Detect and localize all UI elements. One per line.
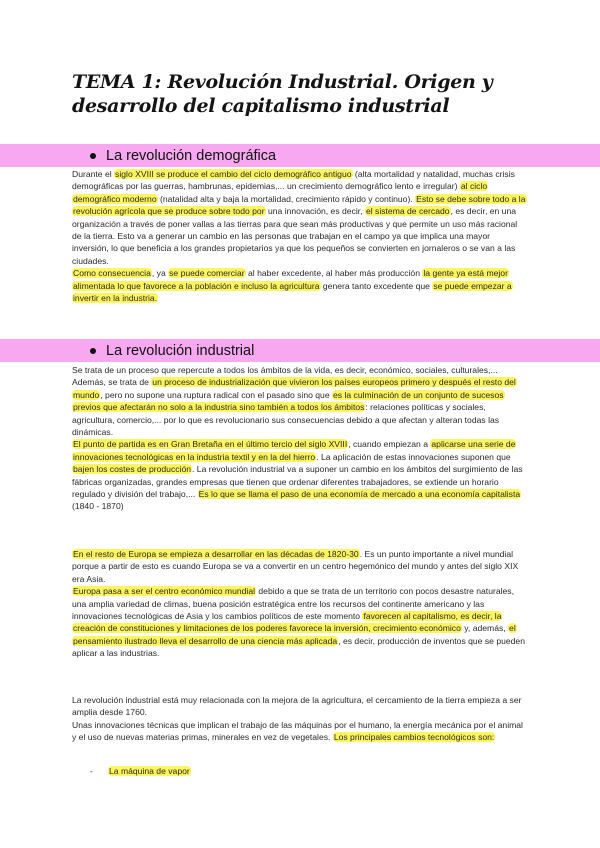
highlight: aplicarse una serie de innovaciones tecnológicas en la industria textil y en la del hierro xyxy=(73,439,516,462)
heading-text: La revolución demográfica xyxy=(106,148,277,164)
highlight: Como consecuencia xyxy=(73,268,151,279)
highlight: se puede comerciar xyxy=(169,268,245,279)
highlight: Los principales cambios tecnológicos son: xyxy=(333,732,495,743)
text: , cuando empiezan a xyxy=(348,439,431,450)
text: (alta mortalidad y natalidad, muchas crisis demográficas por las guerras, hambrunas, epidemias,... un crecimiento demográfico lento e irregular) xyxy=(72,169,515,192)
document-title: TEMA 1: Revolución Industrial. Origen y desarrollo del capitalismo industrial xyxy=(72,71,493,117)
highlight: al ciclo demográfico moderno xyxy=(73,181,488,204)
text: . La revolución industrial va a suponer un cambio en los ámbitos del surgimiento de las fábricas organizadas, grandes empresas que tienen que ordenar diferentes trabajadores, se extiende un horario regulado y división del trabajo,... xyxy=(72,464,523,500)
text: una innovación, es decir, xyxy=(265,206,365,217)
text: La revolución industrial está muy relacionada con la mejora de la agricultura, el cercamiento de la tierra empieza a ser amplia desde 1760. xyxy=(72,695,522,718)
text: . La aplicación de estas innovaciones suponen que xyxy=(316,451,511,462)
paragraph xyxy=(72,548,528,660)
highlight: En el resto de Europa se empieza a desarrollar en las décadas de 1820-30 xyxy=(73,549,359,559)
highlight: el sistema de cercado xyxy=(365,206,450,217)
paragraph xyxy=(72,168,528,304)
highlight: es la culminación de un conjunto de sucesos previos que afectarán no solo a la industria sino también a todos los ámbitos xyxy=(73,389,504,413)
section-heading-demografica xyxy=(90,145,276,167)
highlight: se puede empezar a invertir en la industria. xyxy=(73,280,512,304)
text: al haber excedente, al haber más producción xyxy=(245,268,423,279)
highlight: el pensamiento ilustrado lleva el desarrollo de una ciencia más aplicada xyxy=(73,623,516,646)
highlight: Europa pasa a ser el centro económico mundial xyxy=(73,586,256,597)
text: , pero no supone una ruptura radical con el pasado sino que xyxy=(100,389,332,400)
list-item xyxy=(90,765,191,777)
text: , es decir, en una organización a través de poner vallas a las tierras para que sean más productivas y que permite un uso más racional de la tierra. Esto va a generar un cambio en las personas que trabajan en el campo ya que implica una mayor inversión, lo que beneficia a los grandes propietarios ya que los pequeños se convierten en jornaleros o se van a las ciudades. xyxy=(72,206,518,266)
highlight: bajen los costes de producción xyxy=(73,464,192,475)
highlight: Esto se debe sobre todo a la revolución agrícola que se produce sobre todo por xyxy=(73,193,526,217)
text: Durante el xyxy=(72,169,115,179)
text: (1840 - 1870) xyxy=(72,501,124,512)
text: Unas innovaciones técnicas que implican el trabajo de las máquinas por el humano, la energía mecánica por el animal y el uso de nuevas materias primas, minerales en vez de vegetales. xyxy=(72,719,523,743)
text: : relaciones políticas y sociales, agricultura, comercio,... por lo que es revolucionario sus consecuencias debido a que afectan y alteran todas las dinámicas. xyxy=(72,402,500,438)
text: genera tanto excedente que xyxy=(320,280,433,291)
paragraph xyxy=(72,694,528,744)
section-heading-industrial xyxy=(90,340,254,362)
highlight: El punto de partida es en Gran Bretaña en el último tercio del siglo XVIII xyxy=(73,439,348,450)
highlight: la gente ya está mejor alimentada lo que favorece a la población e incluso la agricultura xyxy=(73,268,508,291)
text: . Es un punto importante a nivel mundial porque a partir de esto es cuando Europa se va a convertir en un centro hegemónico del mundo y antes del siglo XIX era Asia. xyxy=(72,549,519,584)
highlight: favorecen al capitalismo, es decir, la creación de constituciones y limitaciones de los poderes favorece la inversión, crecimiento económico xyxy=(73,611,502,634)
paragraph xyxy=(72,364,528,513)
highlight: un proceso de industrialización que vivieron los países europeos primero y después el resto del mundo xyxy=(73,377,516,400)
text: , ya xyxy=(151,268,169,279)
text: (natalidad alta y baja la mortalidad, crecimiento rápido y continuo). xyxy=(157,193,416,204)
text: Se trata de un proceso que repercute a todos los ámbitos de la vida, es decir, económico, sociales, culturales,... Además, se trata de xyxy=(72,365,498,388)
text: debido a que se trata de un territorio con pocos desastre naturales, una amplia variedad de climas, buena posición estratégica entre los recursos del continente americano y las innovaciones tecnológicas de Asia y los cambios políticos de este momento xyxy=(72,586,514,622)
dash-bullet: - xyxy=(90,766,93,776)
bullet-icon xyxy=(90,153,96,159)
text: y, además, xyxy=(461,623,509,634)
list-item-text: La máquina de vapor xyxy=(109,766,190,776)
highlight: Es lo que se llama el paso de una economía de mercado a una economía capitalista xyxy=(198,489,521,500)
text: , es decir, producción de inventos que se pueden aplicar a las industrias. xyxy=(72,635,525,659)
highlight: siglo XVIII se produce el cambio del ciclo demográfico antiguo xyxy=(115,169,352,179)
bullet-icon xyxy=(90,348,96,354)
heading-text: La revolución industrial xyxy=(106,343,255,359)
